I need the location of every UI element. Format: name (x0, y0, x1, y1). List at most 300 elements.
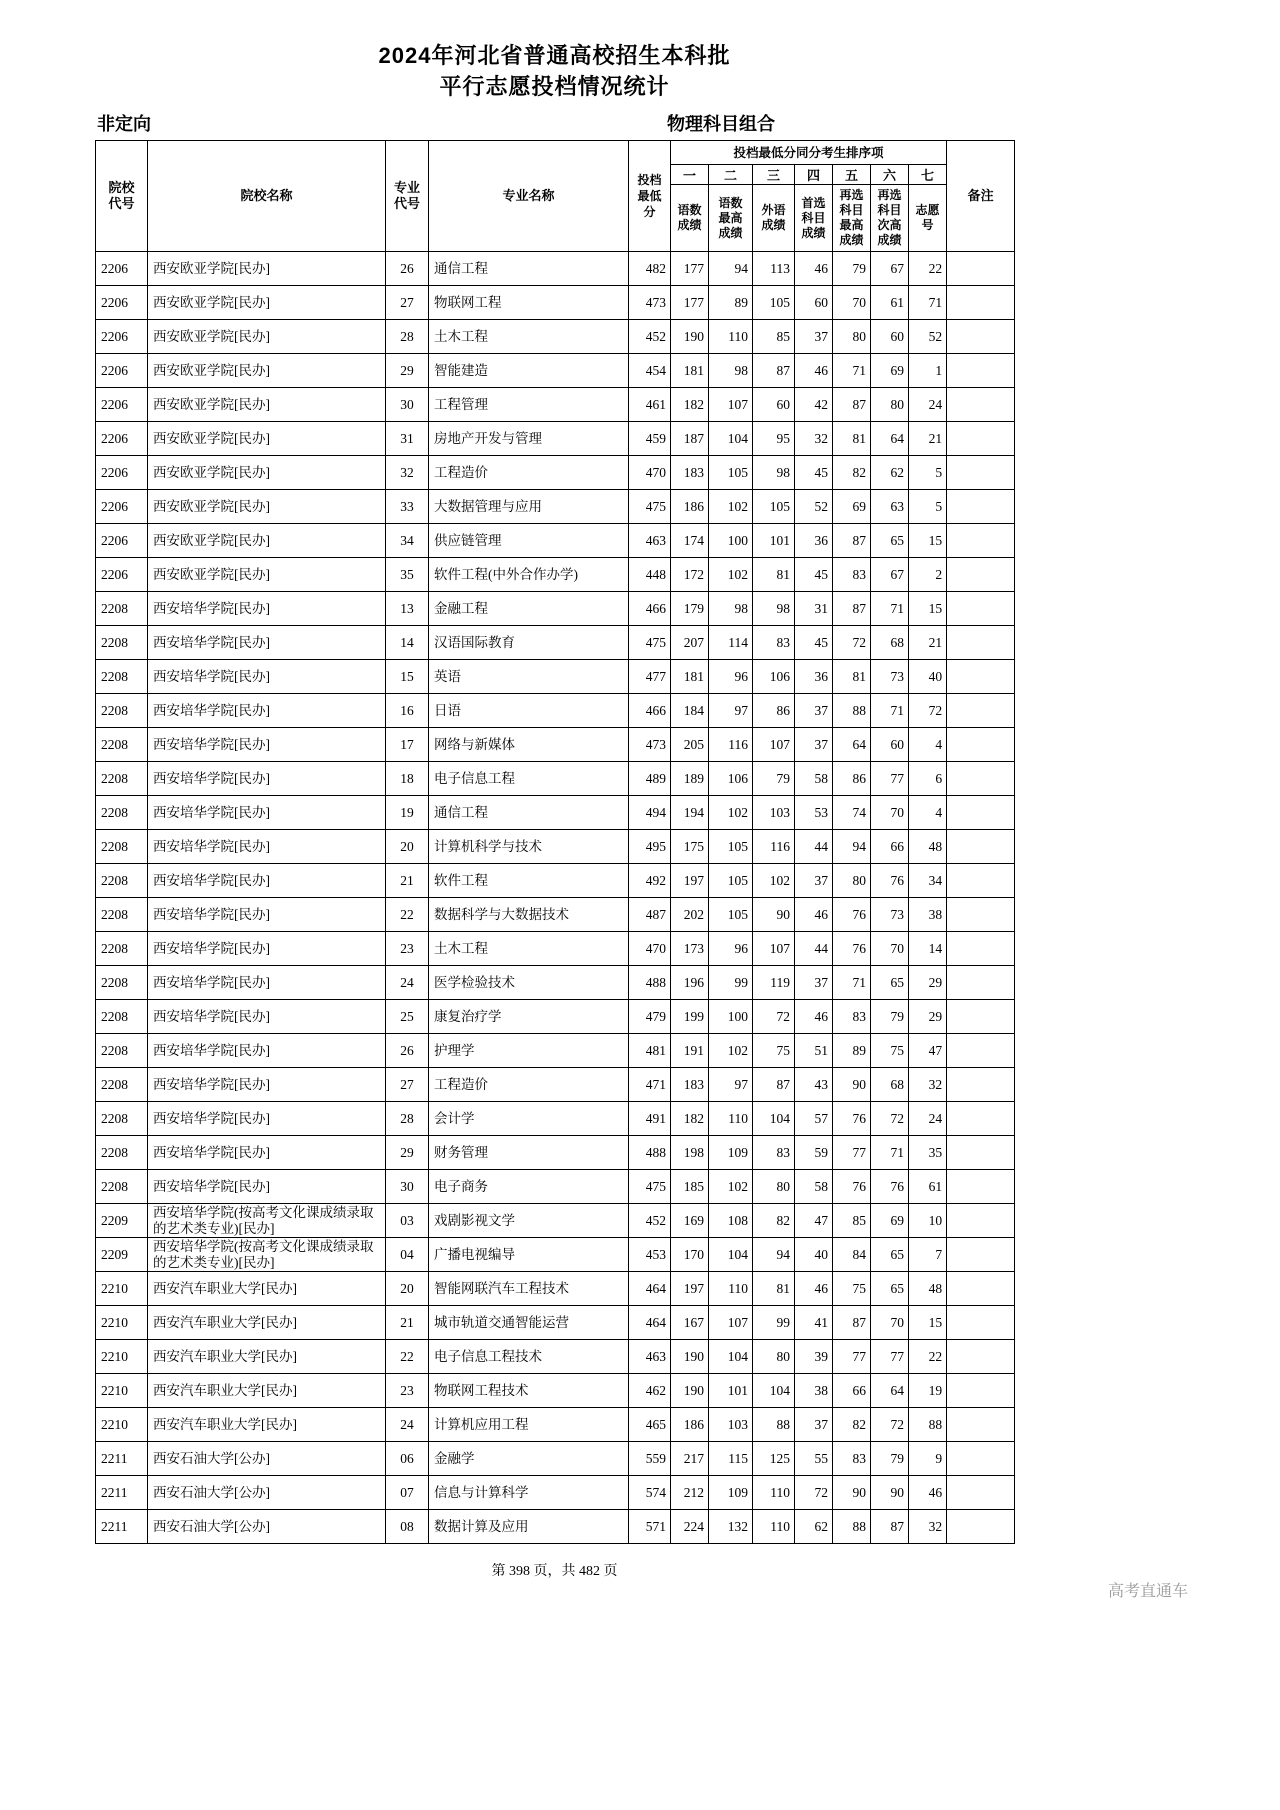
score-6-cell: 73 (871, 660, 909, 694)
score-6-cell: 69 (871, 354, 909, 388)
volunteer-no-cell: 32 (909, 1510, 947, 1544)
volunteer-no-cell: 10 (909, 1204, 947, 1238)
table-row (96, 1374, 1015, 1408)
score-3-cell: 86 (753, 694, 795, 728)
score-6-cell: 73 (871, 898, 909, 932)
volunteer-no-cell: 4 (909, 728, 947, 762)
score-4-cell: 43 (795, 1068, 833, 1102)
score-5-cell: 80 (833, 320, 871, 354)
college-name-cell: 西安石油大学[公办] (148, 1510, 386, 1544)
volunteer-no-cell: 19 (909, 1374, 947, 1408)
tiebreak-2-num: 二 (709, 165, 753, 185)
college-code-cell: 2208 (96, 898, 148, 932)
college-code-cell: 2211 (96, 1476, 148, 1510)
score-2-cell: 105 (709, 456, 753, 490)
page-number-footer: 第 398 页，共 482 页 (491, 1564, 618, 1579)
min-score-cell: 475 (629, 1170, 671, 1204)
college-code-cell: 2209 (96, 1204, 148, 1238)
col-header-college-code: 院校代号 (96, 141, 148, 252)
volunteer-no-cell: 2 (909, 558, 947, 592)
score-4-cell: 46 (795, 354, 833, 388)
score-6-cell: 75 (871, 1034, 909, 1068)
major-code-cell: 17 (386, 728, 429, 762)
volunteer-no-cell: 29 (909, 1000, 947, 1034)
remark-cell (947, 1136, 1015, 1170)
col-header-tiebreak-group: 投档最低分同分考生排序项 (671, 141, 947, 165)
remark-cell (947, 388, 1015, 422)
major-code-cell: 30 (386, 1170, 429, 1204)
min-score-cell: 466 (629, 592, 671, 626)
score-5-cell: 90 (833, 1068, 871, 1102)
score-2-cell: 104 (709, 1340, 753, 1374)
score-6-cell: 71 (871, 694, 909, 728)
major-code-cell: 15 (386, 660, 429, 694)
score-1-cell: 191 (671, 1034, 709, 1068)
college-name-cell: 西安欧亚学院[民办] (148, 456, 386, 490)
college-code-cell: 2208 (96, 1000, 148, 1034)
college-name-cell: 西安培华学院[民办] (148, 1102, 386, 1136)
watermark-text: 高考直通车 (1107, 1583, 1188, 1600)
volunteer-no-cell: 40 (909, 660, 947, 694)
volunteer-no-cell: 48 (909, 1272, 947, 1306)
score-1-cell: 224 (671, 1510, 709, 1544)
remark-cell (947, 1170, 1015, 1204)
min-score-cell: 473 (629, 728, 671, 762)
major-name-cell: 网络与新媒体 (429, 728, 629, 762)
table-row (96, 1306, 1015, 1340)
volunteer-no-cell: 32 (909, 1068, 947, 1102)
score-2-cell: 89 (709, 286, 753, 320)
score-1-cell: 190 (671, 1340, 709, 1374)
score-6-cell: 60 (871, 728, 909, 762)
remark-cell (947, 1068, 1015, 1102)
score-6-cell: 76 (871, 1170, 909, 1204)
volunteer-no-cell: 34 (909, 864, 947, 898)
min-score-cell: 559 (629, 1442, 671, 1476)
remark-cell (947, 1340, 1015, 1374)
score-4-cell: 36 (795, 524, 833, 558)
score-2-cell: 96 (709, 932, 753, 966)
min-score-cell: 482 (629, 252, 671, 286)
score-4-cell: 58 (795, 762, 833, 796)
min-score-cell: 466 (629, 694, 671, 728)
score-4-cell: 37 (795, 320, 833, 354)
table-row (96, 830, 1015, 864)
score-6-cell: 64 (871, 422, 909, 456)
college-name-cell: 西安培华学院[民办] (148, 898, 386, 932)
min-score-cell: 488 (629, 966, 671, 1000)
remark-cell (947, 558, 1015, 592)
score-2-cell: 110 (709, 320, 753, 354)
remark-cell (947, 490, 1015, 524)
score-3-cell: 107 (753, 728, 795, 762)
score-6-cell: 66 (871, 830, 909, 864)
score-5-cell: 71 (833, 966, 871, 1000)
score-5-cell: 84 (833, 1238, 871, 1272)
score-3-cell: 125 (753, 1442, 795, 1476)
score-4-cell: 37 (795, 694, 833, 728)
major-code-cell: 18 (386, 762, 429, 796)
score-4-cell: 46 (795, 1000, 833, 1034)
college-name-cell: 西安培华学院[民办] (148, 932, 386, 966)
score-3-cell: 85 (753, 320, 795, 354)
score-2-cell: 102 (709, 558, 753, 592)
score-2-cell: 109 (709, 1136, 753, 1170)
min-score-cell: 452 (629, 320, 671, 354)
score-3-cell: 101 (753, 524, 795, 558)
major-name-cell: 金融工程 (429, 592, 629, 626)
score-5-cell: 87 (833, 1306, 871, 1340)
major-name-cell: 软件工程 (429, 864, 629, 898)
score-6-cell: 67 (871, 252, 909, 286)
major-code-cell: 26 (386, 252, 429, 286)
table-row (96, 1102, 1015, 1136)
volunteer-no-cell: 47 (909, 1034, 947, 1068)
college-name-cell: 西安培华学院(按高考文化课成绩录取的艺术类专业)[民办] (148, 1238, 386, 1272)
table-row (96, 1442, 1015, 1476)
score-3-cell: 94 (753, 1238, 795, 1272)
score-1-cell: 173 (671, 932, 709, 966)
remark-cell (947, 1034, 1015, 1068)
score-4-cell: 46 (795, 252, 833, 286)
score-1-cell: 185 (671, 1170, 709, 1204)
score-6-cell: 70 (871, 1306, 909, 1340)
score-1-cell: 174 (671, 524, 709, 558)
score-1-cell: 170 (671, 1238, 709, 1272)
score-6-cell: 71 (871, 1136, 909, 1170)
score-4-cell: 39 (795, 1340, 833, 1374)
score-3-cell: 80 (753, 1340, 795, 1374)
score-1-cell: 189 (671, 762, 709, 796)
major-name-cell: 大数据管理与应用 (429, 490, 629, 524)
college-name-cell: 西安培华学院(按高考文化课成绩录取的艺术类专业)[民办] (148, 1204, 386, 1238)
table-row (96, 796, 1015, 830)
score-1-cell: 177 (671, 252, 709, 286)
score-2-cell: 110 (709, 1102, 753, 1136)
score-5-cell: 94 (833, 830, 871, 864)
score-6-cell: 90 (871, 1476, 909, 1510)
college-code-cell: 2208 (96, 1170, 148, 1204)
col-header-remark: 备注 (947, 141, 1015, 252)
score-2-cell: 114 (709, 626, 753, 660)
score-4-cell: 45 (795, 558, 833, 592)
volunteer-no-cell: 21 (909, 422, 947, 456)
min-score-cell: 448 (629, 558, 671, 592)
score-3-cell: 104 (753, 1374, 795, 1408)
score-6-cell: 72 (871, 1408, 909, 1442)
major-code-cell: 27 (386, 1068, 429, 1102)
score-1-cell: 217 (671, 1442, 709, 1476)
min-score-cell: 574 (629, 1476, 671, 1510)
score-5-cell: 82 (833, 456, 871, 490)
plan-type-label: 非定向 (97, 114, 151, 134)
college-code-cell: 2208 (96, 1034, 148, 1068)
remark-cell (947, 524, 1015, 558)
college-code-cell: 2208 (96, 1136, 148, 1170)
score-5-cell: 88 (833, 694, 871, 728)
min-score-cell: 479 (629, 1000, 671, 1034)
score-2-cell: 107 (709, 1306, 753, 1340)
tiebreak-3-label: 外语成绩 (753, 185, 795, 252)
score-2-cell: 101 (709, 1374, 753, 1408)
major-name-cell: 信息与计算科学 (429, 1476, 629, 1510)
score-1-cell: 184 (671, 694, 709, 728)
volunteer-no-cell: 24 (909, 1102, 947, 1136)
volunteer-no-cell: 52 (909, 320, 947, 354)
remark-cell (947, 1238, 1015, 1272)
score-6-cell: 65 (871, 1272, 909, 1306)
college-code-cell: 2206 (96, 456, 148, 490)
score-3-cell: 110 (753, 1510, 795, 1544)
score-2-cell: 108 (709, 1204, 753, 1238)
college-code-cell: 2208 (96, 660, 148, 694)
remark-cell (947, 1510, 1015, 1544)
score-2-cell: 116 (709, 728, 753, 762)
remark-cell (947, 354, 1015, 388)
major-code-cell: 24 (386, 1408, 429, 1442)
min-score-cell: 489 (629, 762, 671, 796)
table-row (96, 490, 1015, 524)
admission-table (95, 140, 1015, 1544)
score-5-cell: 70 (833, 286, 871, 320)
score-3-cell: 95 (753, 422, 795, 456)
score-1-cell: 190 (671, 1374, 709, 1408)
min-score-cell: 452 (629, 1204, 671, 1238)
major-name-cell: 房地产开发与管理 (429, 422, 629, 456)
major-name-cell: 康复治疗学 (429, 1000, 629, 1034)
college-code-cell: 2208 (96, 694, 148, 728)
score-6-cell: 62 (871, 456, 909, 490)
table-row (96, 354, 1015, 388)
score-6-cell: 77 (871, 1340, 909, 1374)
college-code-cell: 2210 (96, 1408, 148, 1442)
score-2-cell: 105 (709, 864, 753, 898)
score-3-cell: 87 (753, 354, 795, 388)
college-name-cell: 西安汽车职业大学[民办] (148, 1272, 386, 1306)
major-code-cell: 23 (386, 1374, 429, 1408)
table-row (96, 1068, 1015, 1102)
min-score-cell: 463 (629, 1340, 671, 1374)
score-4-cell: 37 (795, 728, 833, 762)
min-score-cell: 477 (629, 660, 671, 694)
col-header-major-name: 专业名称 (429, 141, 629, 252)
min-score-cell: 464 (629, 1306, 671, 1340)
college-name-cell: 西安欧亚学院[民办] (148, 422, 386, 456)
min-score-cell: 488 (629, 1136, 671, 1170)
score-4-cell: 41 (795, 1306, 833, 1340)
college-code-cell: 2208 (96, 728, 148, 762)
major-name-cell: 通信工程 (429, 796, 629, 830)
score-1-cell: 194 (671, 796, 709, 830)
score-5-cell: 86 (833, 762, 871, 796)
college-name-cell: 西安欧亚学院[民办] (148, 388, 386, 422)
score-3-cell: 113 (753, 252, 795, 286)
major-name-cell: 数据科学与大数据技术 (429, 898, 629, 932)
college-code-cell: 2208 (96, 1068, 148, 1102)
major-code-cell: 25 (386, 1000, 429, 1034)
remark-cell (947, 728, 1015, 762)
score-4-cell: 47 (795, 1204, 833, 1238)
score-3-cell: 119 (753, 966, 795, 1000)
volunteer-no-cell: 46 (909, 1476, 947, 1510)
score-3-cell: 88 (753, 1408, 795, 1442)
college-code-cell: 2208 (96, 966, 148, 1000)
score-3-cell: 81 (753, 1272, 795, 1306)
score-5-cell: 83 (833, 1442, 871, 1476)
major-name-cell: 数据计算及应用 (429, 1510, 629, 1544)
score-4-cell: 38 (795, 1374, 833, 1408)
major-name-cell: 供应链管理 (429, 524, 629, 558)
college-code-cell: 2208 (96, 830, 148, 864)
score-2-cell: 109 (709, 1476, 753, 1510)
college-name-cell: 西安欧亚学院[民办] (148, 558, 386, 592)
remark-cell (947, 966, 1015, 1000)
header-row-group (96, 141, 1015, 165)
score-2-cell: 104 (709, 1238, 753, 1272)
score-6-cell: 77 (871, 762, 909, 796)
score-6-cell: 64 (871, 1374, 909, 1408)
major-code-cell: 33 (386, 490, 429, 524)
score-6-cell: 79 (871, 1442, 909, 1476)
major-code-cell: 26 (386, 1034, 429, 1068)
table-row (96, 864, 1015, 898)
volunteer-no-cell: 35 (909, 1136, 947, 1170)
remark-cell (947, 660, 1015, 694)
score-6-cell: 68 (871, 626, 909, 660)
min-score-cell: 473 (629, 286, 671, 320)
subject-group-label: 物理科目组合 (667, 114, 775, 134)
remark-cell (947, 592, 1015, 626)
score-2-cell: 107 (709, 388, 753, 422)
min-score-cell: 470 (629, 456, 671, 490)
score-2-cell: 132 (709, 1510, 753, 1544)
score-5-cell: 79 (833, 252, 871, 286)
score-6-cell: 69 (871, 1204, 909, 1238)
college-code-cell: 2206 (96, 388, 148, 422)
table-row (96, 1034, 1015, 1068)
college-name-cell: 西安欧亚学院[民办] (148, 286, 386, 320)
score-2-cell: 103 (709, 1408, 753, 1442)
major-code-cell: 20 (386, 830, 429, 864)
major-name-cell: 电子信息工程 (429, 762, 629, 796)
score-2-cell: 115 (709, 1442, 753, 1476)
score-3-cell: 98 (753, 592, 795, 626)
major-code-cell: 22 (386, 898, 429, 932)
tiebreak-4-label: 首选科目成绩 (795, 185, 833, 252)
score-5-cell: 77 (833, 1340, 871, 1374)
score-2-cell: 98 (709, 354, 753, 388)
score-1-cell: 172 (671, 558, 709, 592)
table-row (96, 660, 1015, 694)
major-name-cell: 土木工程 (429, 932, 629, 966)
college-name-cell: 西安培华学院[民办] (148, 1034, 386, 1068)
score-5-cell: 76 (833, 1102, 871, 1136)
score-4-cell: 57 (795, 1102, 833, 1136)
score-4-cell: 46 (795, 898, 833, 932)
min-score-cell: 571 (629, 1510, 671, 1544)
score-4-cell: 72 (795, 1476, 833, 1510)
score-3-cell: 107 (753, 932, 795, 966)
college-code-cell: 2206 (96, 524, 148, 558)
score-5-cell: 85 (833, 1204, 871, 1238)
page-title-line2: 平行志愿投档情况统计 (439, 74, 670, 99)
min-score-cell: 453 (629, 1238, 671, 1272)
major-name-cell: 戏剧影视文学 (429, 1204, 629, 1238)
min-score-cell: 481 (629, 1034, 671, 1068)
college-name-cell: 西安汽车职业大学[民办] (148, 1408, 386, 1442)
score-3-cell: 72 (753, 1000, 795, 1034)
score-2-cell: 94 (709, 252, 753, 286)
major-code-cell: 19 (386, 796, 429, 830)
major-code-cell: 34 (386, 524, 429, 558)
table-row (96, 898, 1015, 932)
score-6-cell: 68 (871, 1068, 909, 1102)
college-name-cell: 西安欧亚学院[民办] (148, 252, 386, 286)
tiebreak-5-num: 五 (833, 165, 871, 185)
score-2-cell: 100 (709, 524, 753, 558)
college-code-cell: 2208 (96, 932, 148, 966)
table-row (96, 524, 1015, 558)
score-3-cell: 60 (753, 388, 795, 422)
college-code-cell: 2210 (96, 1272, 148, 1306)
table-row (96, 1340, 1015, 1374)
volunteer-no-cell: 22 (909, 252, 947, 286)
major-code-cell: 24 (386, 966, 429, 1000)
remark-cell (947, 694, 1015, 728)
major-name-cell: 工程造价 (429, 1068, 629, 1102)
major-name-cell: 汉语国际教育 (429, 626, 629, 660)
volunteer-no-cell: 38 (909, 898, 947, 932)
score-1-cell: 202 (671, 898, 709, 932)
major-code-cell: 20 (386, 1272, 429, 1306)
score-3-cell: 99 (753, 1306, 795, 1340)
score-5-cell: 80 (833, 864, 871, 898)
score-2-cell: 105 (709, 898, 753, 932)
score-4-cell: 42 (795, 388, 833, 422)
college-name-cell: 西安石油大学[公办] (148, 1442, 386, 1476)
volunteer-no-cell: 88 (909, 1408, 947, 1442)
score-5-cell: 89 (833, 1034, 871, 1068)
score-2-cell: 102 (709, 490, 753, 524)
score-6-cell: 61 (871, 286, 909, 320)
major-name-cell: 通信工程 (429, 252, 629, 286)
college-name-cell: 西安汽车职业大学[民办] (148, 1340, 386, 1374)
college-name-cell: 西安欧亚学院[民办] (148, 524, 386, 558)
min-score-cell: 462 (629, 1374, 671, 1408)
remark-cell (947, 1374, 1015, 1408)
score-6-cell: 60 (871, 320, 909, 354)
score-1-cell: 169 (671, 1204, 709, 1238)
score-6-cell: 80 (871, 388, 909, 422)
college-name-cell: 西安培华学院[民办] (148, 796, 386, 830)
table-row (96, 558, 1015, 592)
major-code-cell: 23 (386, 932, 429, 966)
table-row (96, 932, 1015, 966)
score-5-cell: 87 (833, 524, 871, 558)
major-code-cell: 08 (386, 1510, 429, 1544)
remark-cell (947, 286, 1015, 320)
score-1-cell: 183 (671, 456, 709, 490)
score-5-cell: 72 (833, 626, 871, 660)
score-1-cell: 187 (671, 422, 709, 456)
score-5-cell: 81 (833, 422, 871, 456)
table-body (96, 252, 1015, 1544)
remark-cell (947, 1476, 1015, 1510)
score-1-cell: 207 (671, 626, 709, 660)
college-name-cell: 西安培华学院[民办] (148, 592, 386, 626)
score-5-cell: 66 (833, 1374, 871, 1408)
min-score-cell: 492 (629, 864, 671, 898)
